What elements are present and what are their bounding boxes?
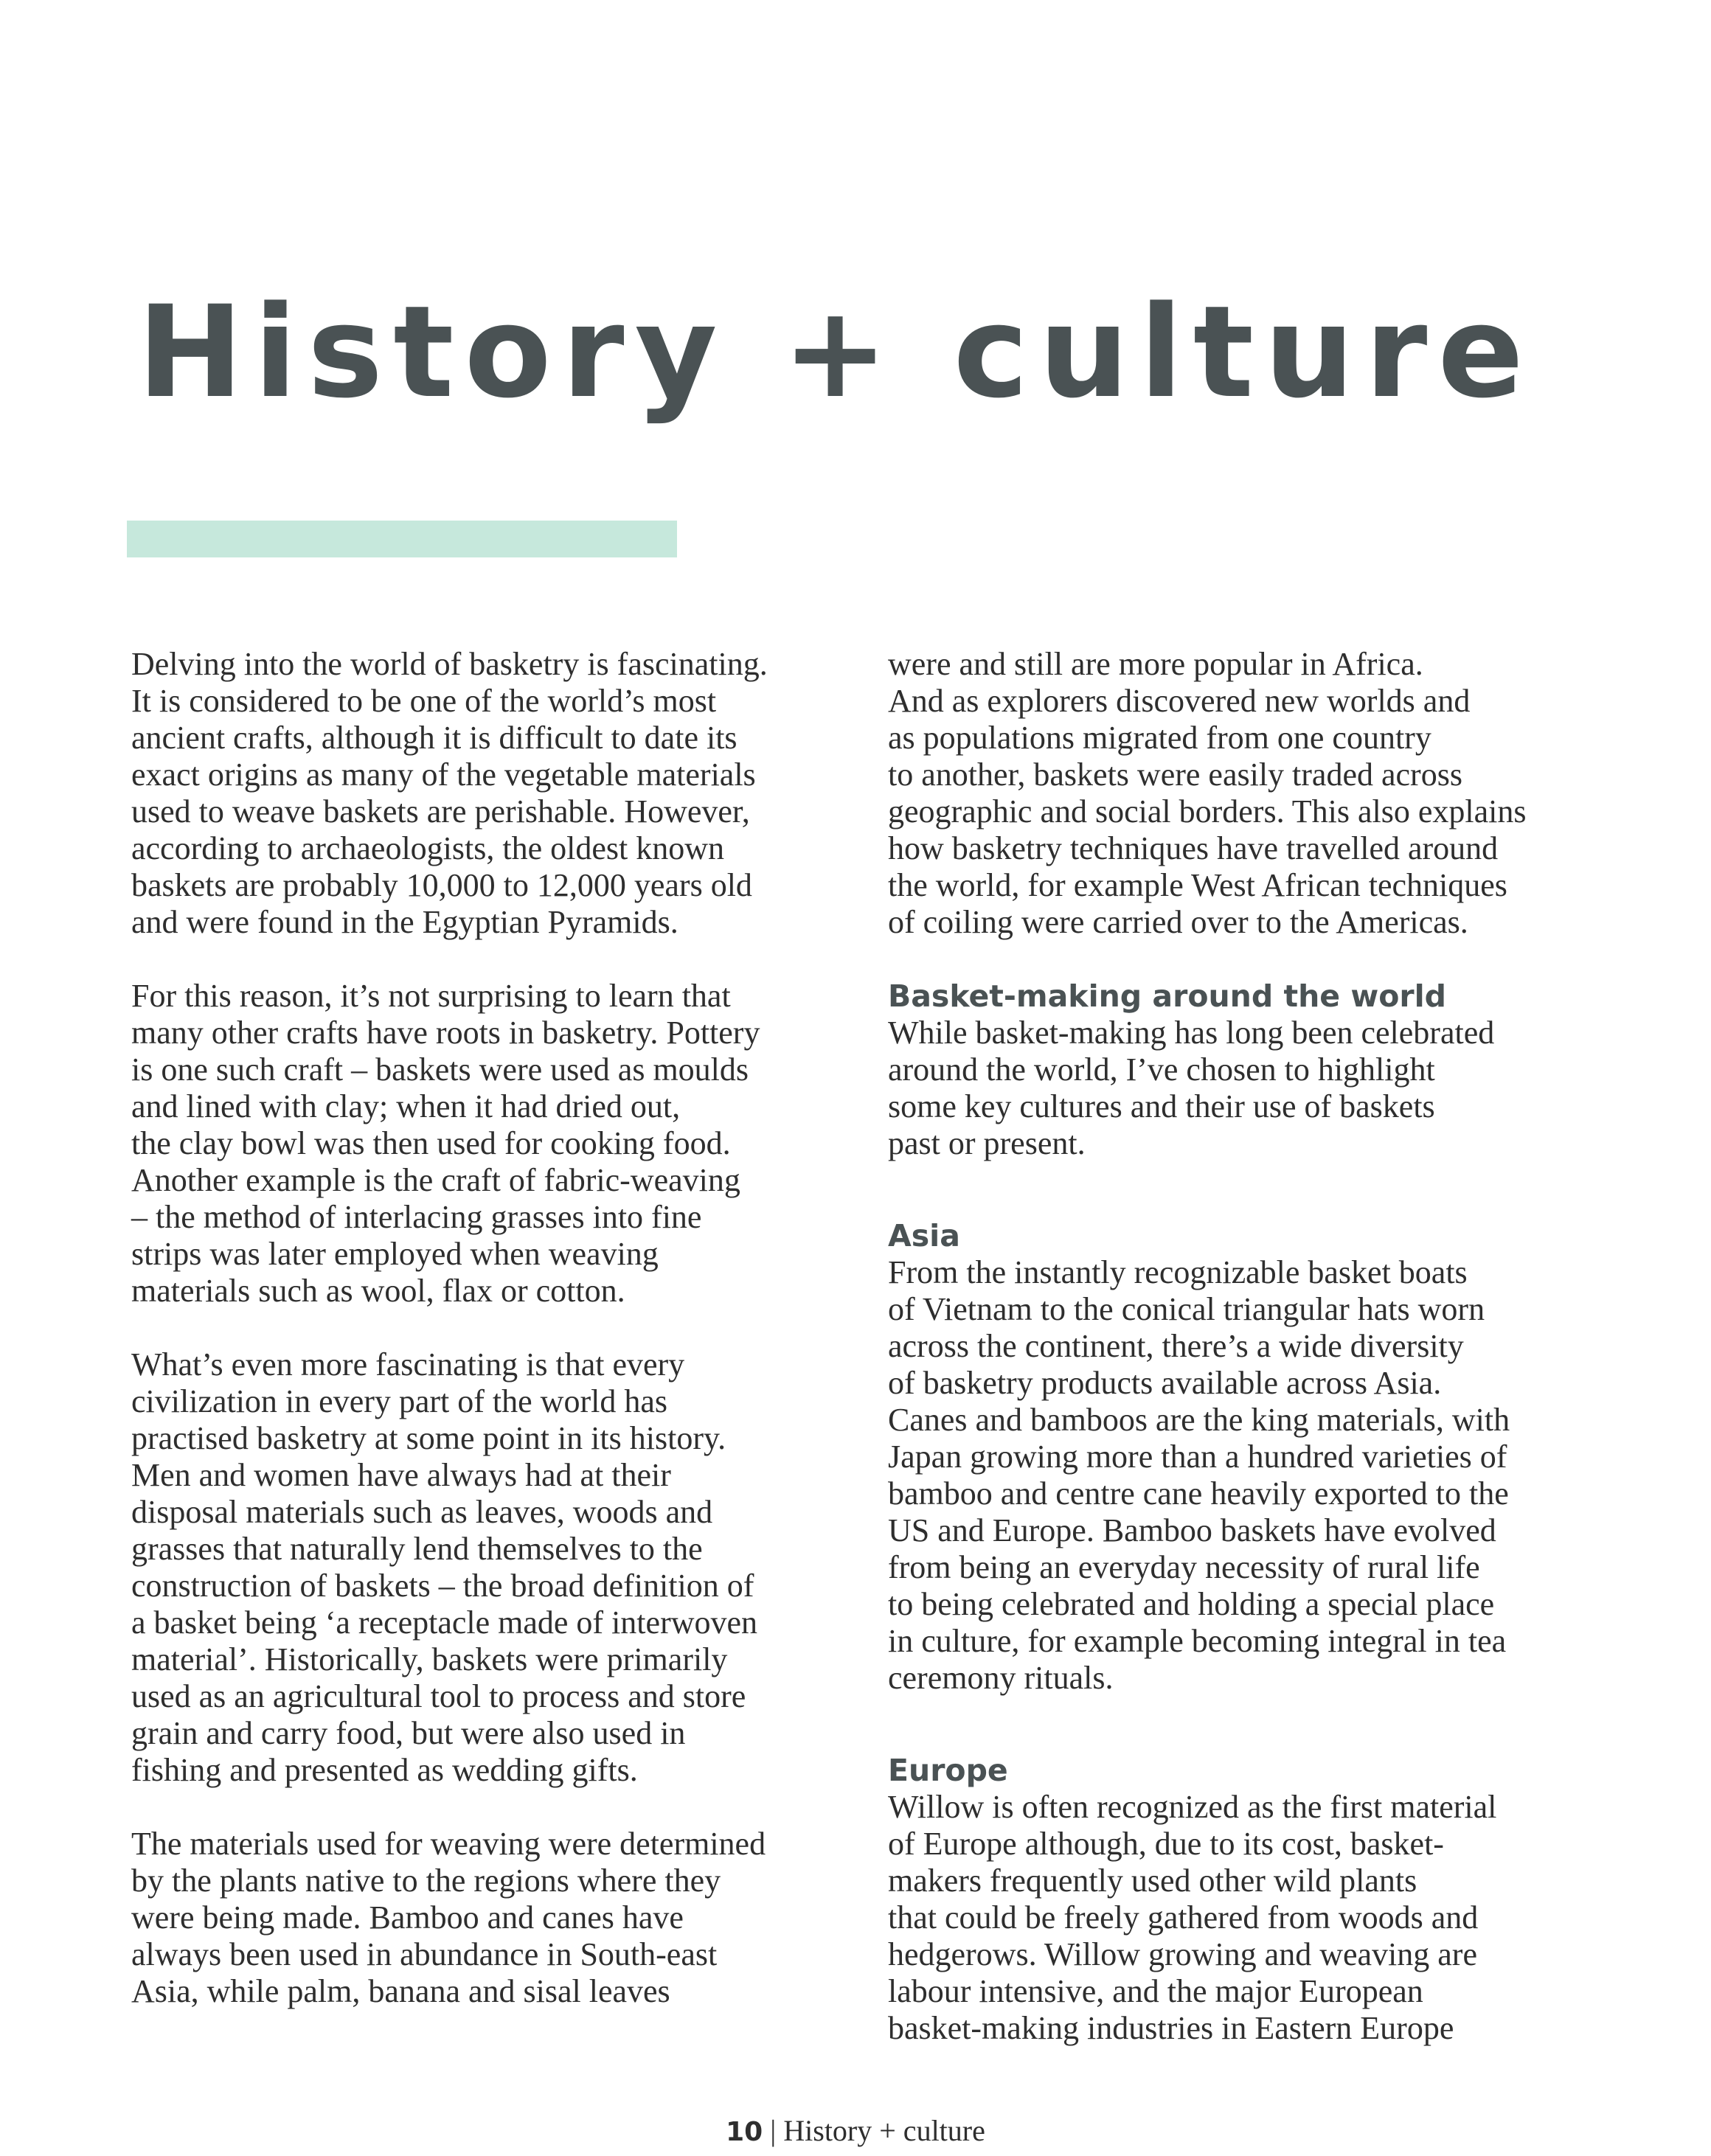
body-paragraph: Delving into the world of basketry is fascinating. It is considered to be one of the world’s most ancient crafts, although it is difficult to date its exact origins as many of the vegetable materials used to weave baskets are perishable. However, according to archaeologists, the oldest known baskets are probably 10,000 to 12,000 years old and were found in the Egyptian Pyramids. xyxy=(131,646,768,940)
section-heading-asia: Asia xyxy=(888,1218,960,1253)
footer-section-title: History + culture xyxy=(783,2114,985,2147)
body-paragraph: The materials used for weaving were determined by the plants native to the regions where they were being made. Bamboo and canes have always been used in abundance in South-east Asia, while palm, banana and sisal leaves xyxy=(131,1826,766,2009)
left-column xyxy=(131,646,869,2010)
body-paragraph: What’s even more fascinating is that every civilization in every part of the world has practised basketry at some point in its history. Men and women have always had at their disposal materials such as leaves, woods and grasses that naturally lend themselves to the construction of baskets – the broad definition of a basket being ‘a receptacle made of interwoven material’. Historically, baskets were primarily used as an agricultural tool to process and store grain and carry food, but were also used in fishing and presented as wedding gifts. xyxy=(131,1346,758,1788)
title-accent-bar xyxy=(127,521,677,557)
section-body-asia: From the instantly recognizable basket boats of Vietnam to the conical triangular hats worn across the continent, there’s a wide diversity of basketry products available across Asia. Canes and bamboos are the king materials, with Japan growing more than a hundred varieties of bamboo and centre cane heavily exported to the US and Europe. Bamboo baskets have evolved from being an everyday necessity of rural life to being celebrated and holding a special place in culture, for example becoming integral in tea ceremony rituals. xyxy=(888,1254,1510,1696)
section-heading-basket-making: Basket-making around the world xyxy=(888,978,1447,1014)
right-column xyxy=(888,646,1625,2047)
body-paragraph: were and still are more popular in Africa. And as explorers discovered new worlds and as populations migrated from one country to another, baskets were easily traded across geographic and social borders. This also explains how basketry techniques have travelled around the world, for example West African techniques of coiling were carried over to the Americas. xyxy=(888,646,1527,940)
body-paragraph: For this reason, it’s not surprising to learn that many other crafts have roots in basketry. Pottery is one such craft – baskets were used as moulds and lined with clay; when it had dried out, the clay bowl was then used for cooking food. Another example is the craft of fabric-weaving – the method of interlacing grasses into fine strips was later employed when weaving materials such as wool, flax or cotton. xyxy=(131,978,760,1309)
section-heading-europe: Europe xyxy=(888,1753,1008,1788)
section-body-basket-making: While basket-making has long been celebrated around the world, I’ve chosen to highlight some key cultures and their use of baskets past or present. xyxy=(888,1015,1495,1161)
page-title: History + culture xyxy=(137,278,1535,426)
section-body-europe: Willow is often recognized as the first material of Europe although, due to its cost, basket- makers frequently used other wild plants that could be freely gathered from woods and hedgerows. Willow growing and weaving are labour intensive, and the major European basket-making industries in Eastern Europe xyxy=(888,1789,1497,2046)
footer-separator: | xyxy=(770,2114,777,2147)
page-number: 10 xyxy=(726,2117,763,2147)
page-footer xyxy=(0,2113,1711,2150)
